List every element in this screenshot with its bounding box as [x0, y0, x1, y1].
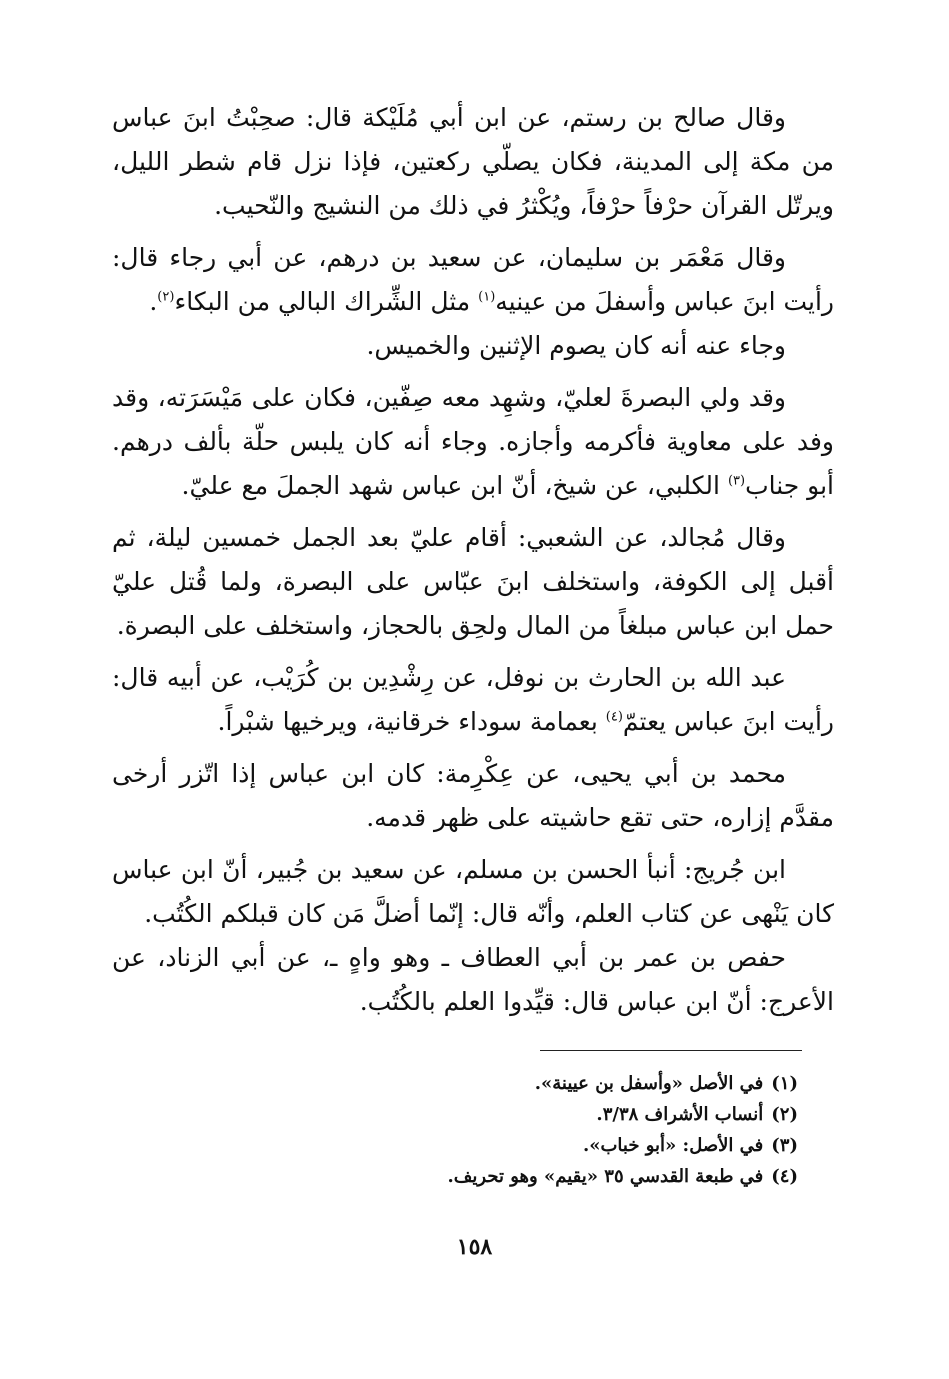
paragraph-1: وقال صالح بن رستم، عن ابن أبي مُلَيْكة قال: صحِبْتُ ابنَ عباس من مكة إلى المدينة، فكان يصلّي ركعتين، فإذا نزل قام شطر الليل، ويرتّل القرآن حرْفاً حرْفاً، ويُكْثرُ في ذلك من النشيج والنّحيب. — [112, 103, 834, 220]
footnotes — [112, 1068, 812, 1192]
footnote-1-text: في الأصل «وأسفل بن عيينة». — [534, 1073, 764, 1094]
paragraph-4-text-cont: الكلبي، عن شيخ، أنّ ابن عباس شهد الجملَ مع عليّ. — [181, 471, 728, 500]
paragraph-3: وجاء عنه أنه كان يصوم الإثنين والخميس. — [366, 331, 786, 360]
footnote-3 — [112, 1130, 812, 1161]
footnote-2 — [112, 1099, 812, 1130]
footnote-2-text: أنساب الأشراف ٣/٣٨. — [596, 1104, 764, 1125]
paragraph-4-text: وقد ولي البصرةَ لعليّ، وشهِد معه صِفّين، فكان على مَيْسَرَته، وقد وفد على معاوية فأكرمه وأجازه. وجاء أنه كان يلبس حلّة بألف درهم. أبو جناب — [112, 383, 834, 500]
footnote-2-number: (٢) — [771, 1104, 798, 1125]
footnote-ref-2: (٢) — [157, 289, 175, 305]
footnote-divider — [540, 1050, 802, 1051]
paragraph-2-text-cont: مثل الشِّراك البالي من البكاء — [174, 287, 479, 316]
footnote-4-text: في طبعة القدسي ٣٥ «يقيم» وهو تحريف. — [447, 1166, 764, 1187]
footnote-ref-3: (٣) — [727, 473, 746, 489]
main-text — [112, 96, 834, 1024]
paragraph-4 — [112, 376, 834, 508]
paragraph-2-text: وقال مَعْمَر بن سليمان، عن سعيد بن درهم، عن أبي رجاء قال: رأيت ابنَ عباس وأسفلَ من عينيه — [112, 243, 834, 316]
footnote-1 — [112, 1068, 812, 1099]
paragraph-6 — [112, 656, 834, 744]
footnote-ref-1: (١) — [478, 289, 496, 305]
footnote-3-text: في الأصل: «أبو خباب». — [582, 1135, 764, 1156]
footnote-1-number: (١) — [771, 1073, 798, 1094]
paragraph-2 — [112, 236, 834, 324]
footnote-4-number: (٤) — [771, 1166, 798, 1187]
footnote-3-number: (٣) — [771, 1135, 798, 1156]
paragraph-8: ابن جُريج: أنبأ الحسن بن مسلم، عن سعيد بن جُبير، أنّ ابن عباس كان يَنْهى عن كتاب العلم، وأنّه قال: إنّما أضلَّ مَن كان قبلكم الكُتُب. — [112, 855, 834, 928]
footnote-4 — [112, 1161, 812, 1192]
paragraph-6-text-cont: بعمامة سوداء خرقانية، ويرخيها شبْراً. — [217, 707, 606, 736]
paragraph-6-text: عبد الله بن الحارث بن نوفل، عن رِشْدِين بن كُرَيْب، عن أبيه قال: رأيت ابنَ عباس يعتمّ — [112, 663, 834, 736]
paragraph-9: حفص بن عمر بن أبي العطاف ـ وهو واهٍ ـ، عن أبي الزناد، عن الأعرج: أنّ ابن عباس قال: قيِّدوا العلم بالكُتُب. — [112, 943, 834, 1016]
footnote-ref-4: (٤) — [605, 709, 623, 725]
page-number: ١٥٨ — [456, 1234, 493, 1260]
paragraph-5: وقال مُجالد، عن الشعبي: أقام عليّ بعد الجمل خمسين ليلة، ثم أقبل إلى الكوفة، واستخلف ابنَ عبّاس على البصرة، ولما قُتل عليّ حمل ابن عباس مبلغاً من المال ولحِق بالحجاز، واستخلف على البصرة. — [112, 523, 834, 640]
paragraph-7: محمد بن أبي يحيى، عن عِكْرِمة: كان ابن عباس إذا اتّزر أرخى مقدَّم إزاره، حتى تقع حاشيته على ظهر قدمه. — [112, 759, 834, 832]
paragraph-2-end: . — [149, 287, 158, 316]
